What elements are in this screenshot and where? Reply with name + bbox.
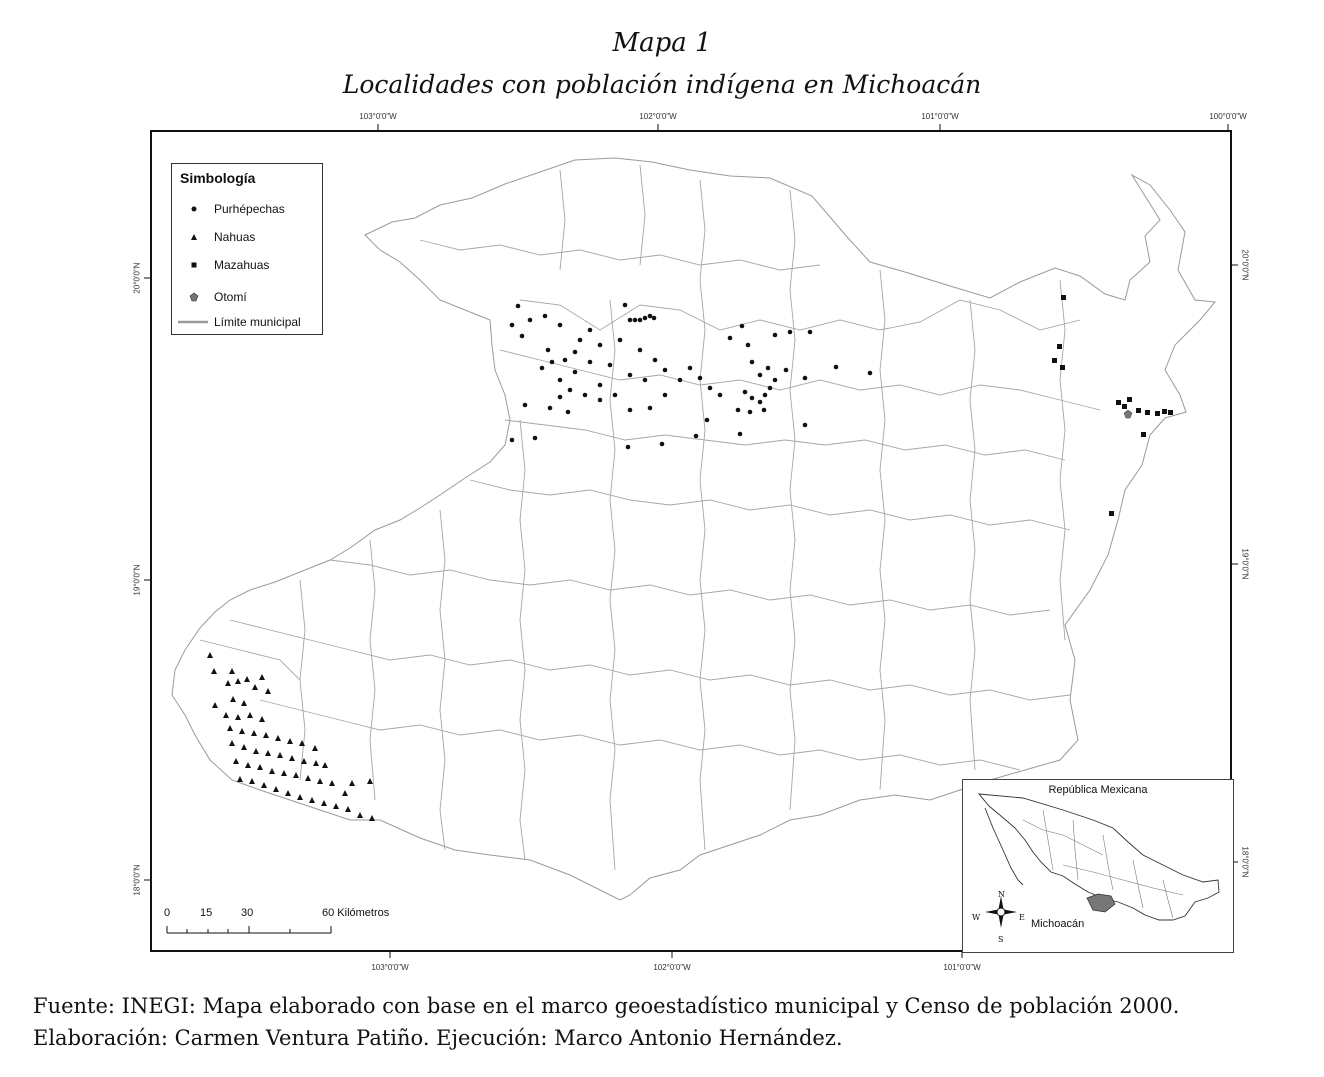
pentagon-icon <box>184 290 204 304</box>
compass-south: S <box>998 935 1004 944</box>
scale-ruler <box>162 923 342 939</box>
legend-label-mazahuas: Mazahuas <box>214 258 270 272</box>
coord-top-101: 101°0'0"W <box>921 112 959 121</box>
michoacan-highlight <box>1087 894 1115 912</box>
legend-label-nahuas: Nahuas <box>214 230 256 244</box>
legend-item-mazahuas <box>184 258 269 272</box>
footer-credits: Elaboración: Carmen Ventura Patiño. Ejecución: Marco Antonio Hernández. <box>33 1026 843 1050</box>
compass-north: N <box>998 890 1005 899</box>
map-subtitle: Localidades con población indígena en Michoacán <box>342 70 982 99</box>
coord-right-20: 20°0'0"N <box>1240 249 1250 281</box>
inset-map <box>962 779 1234 953</box>
coord-left-19: 19°0'0"N <box>132 564 142 596</box>
coord-top-100: 100°0'0"W <box>1209 112 1247 121</box>
compass-east: E <box>1019 913 1025 922</box>
map-footer <box>33 990 1179 1054</box>
coord-bottom-103: 103°0'0"W <box>371 963 409 972</box>
compass-rose-icon <box>985 896 1017 928</box>
mexico-inset-map <box>963 780 1233 952</box>
coord-left-20: 20°0'0"N <box>132 262 142 294</box>
map-legend <box>171 163 323 335</box>
legend-item-municipal-limit <box>176 315 301 329</box>
coord-top-103: 103°0'0"W <box>359 112 397 121</box>
scale-label-0: 0 <box>164 907 171 919</box>
coord-top-102: 102°0'0"W <box>639 112 677 121</box>
scale-label-15: 15 <box>200 907 213 919</box>
legend-item-purhepechas <box>184 202 285 216</box>
legend-item-otomi <box>184 290 247 304</box>
footer-source: Fuente: INEGI: Mapa elaborado con base en el marco geoestadístico municipal y Censo de población 2000. <box>33 994 1180 1018</box>
legend-label-purhepechas: Purhépechas <box>214 202 285 216</box>
coord-left-18: 18°0'0"N <box>132 864 142 896</box>
coord-bottom-101: 101°0'0"W <box>943 963 981 972</box>
legend-label-municipal-limit: Límite municipal <box>214 315 301 329</box>
coord-right-19: 19°0'0"N <box>1240 548 1250 580</box>
inset-michoacan-label: Michoacán <box>1031 918 1085 930</box>
circle-icon <box>184 202 204 216</box>
compass-west: W <box>972 913 981 922</box>
scale-label-60: 60 Kilómetros <box>322 907 390 919</box>
square-icon <box>184 258 204 272</box>
legend-label-otomi: Otomí <box>214 290 247 304</box>
coord-right-18: 18°0'0"N <box>1240 846 1250 878</box>
triangle-icon <box>184 230 204 244</box>
legend-item-nahuas <box>184 230 255 244</box>
scale-bar <box>162 905 390 940</box>
coord-bottom-102: 102°0'0"W <box>653 963 691 972</box>
map-title: Mapa 1 <box>612 28 712 58</box>
inset-title: República Mexicana <box>1048 784 1148 796</box>
line-icon <box>176 315 210 329</box>
legend-title: Simbología <box>180 170 256 186</box>
scale-label-30: 30 <box>241 907 254 919</box>
